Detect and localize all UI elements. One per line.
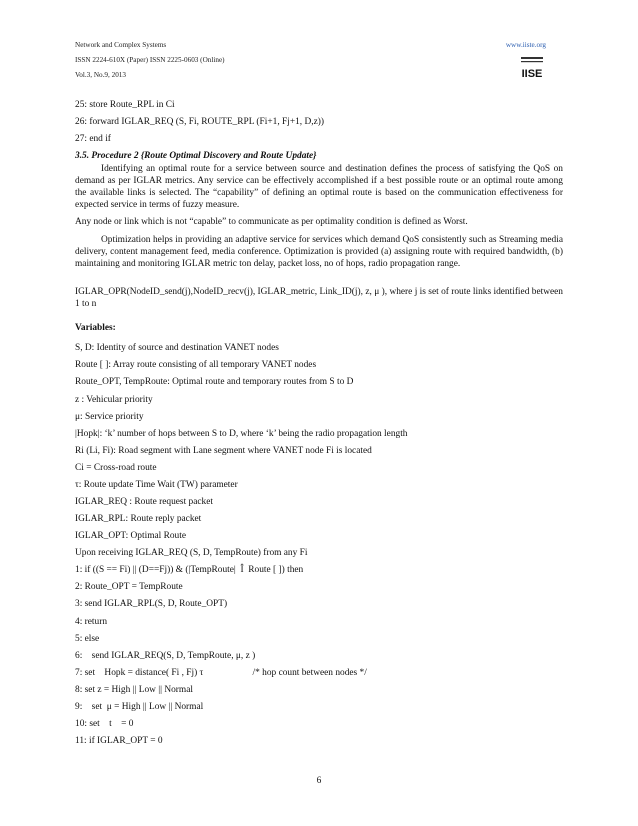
variable-line: |Hopk|: ‘k’ number of hops between S to D, where ‘k’ being the radio propagation length <box>75 429 408 439</box>
variable-line: Ri (Li, Fi): Road segment with Lane segment where VANET node Fi is located <box>75 446 372 456</box>
variable-line: 6: send IGLAR_REQ(S, D, TempRoute, μ, z ) <box>75 651 256 661</box>
paragraph-2: Any node or link which is not “capable” to communicate as per optimality condition is defined as Worst. <box>75 217 468 227</box>
variable-line: 10: set t = 0 <box>75 719 134 729</box>
variable-line: 3: send IGLAR_RPL(S, D, Route_OPT) <box>75 599 228 609</box>
variable-line: 8: set z = High || Low || Normal <box>75 685 193 695</box>
variable-line: z : Vehicular priority <box>75 395 153 405</box>
variable-line: Upon receiving IGLAR_REQ (S, D, TempRoute) from any Fi <box>75 548 308 558</box>
section-heading: 3.5. Procedure 2 {Route Optimal Discovery and Route Update} <box>75 151 317 161</box>
variable-line: IGLAR_REQ : Route request packet <box>75 497 213 507</box>
code-line-27: 27: end if <box>75 134 111 144</box>
svg-text:IISE: IISE <box>521 68 543 80</box>
iiste-logo <box>519 55 545 83</box>
variable-line: μ: Service priority <box>75 412 144 422</box>
volume-line: Vol.3, No.9, 2013 <box>75 71 126 79</box>
variable-line: 5: else <box>75 634 100 644</box>
variable-line: IGLAR_RPL: Route reply packet <box>75 514 202 524</box>
paragraph-3: Optimization helps in providing an adaptive service for services which demand QoS consistently such as Streaming media delivery, content management feed, media conference. Optimization is provided (a) assigning route with required bandwidth, (b) maintaining and monitoring IGLAR metric ton delay, packet loss, no of hops, radio propagation range. <box>75 235 563 270</box>
paragraph-4: IGLAR_OPR(NodeID_send(j),NodeID_recv(j), IGLAR_metric, Link_ID(j), z, μ ), where j is set of route links identified between 1 to n <box>75 287 563 310</box>
variable-line: 9: set μ = High || Low || Normal <box>75 702 204 712</box>
variable-line: τ: Route update Time Wait (TW) parameter <box>75 480 238 490</box>
variable-line: 11: if IGLAR_OPT = 0 <box>75 736 163 746</box>
variable-line: Route [ ]: Array route consisting of all temporary VANET nodes <box>75 360 317 370</box>
variable-line: IGLAR_OPT: Optimal Route <box>75 531 186 541</box>
variable-line: 2: Route_OPT = TempRoute <box>75 582 183 592</box>
variable-line: Route_OPT, TempRoute: Optimal route and temporary routes from S to D <box>75 377 354 387</box>
issn-line: ISSN 2224-610X (Paper) ISSN 2225-0603 (Online) <box>75 56 225 64</box>
variable-line: 7: set Hopk = distance( Fi , Fj) τ /* hop count between nodes */ <box>75 668 367 678</box>
code-line-25: 25: store Route_RPL in Ci <box>75 100 175 110</box>
journal-website-link[interactable]: www.iiste.org <box>505 41 546 49</box>
page-number: 6 <box>316 776 322 786</box>
variable-line: Ci = Cross-road route <box>75 463 157 473</box>
variable-line: S, D: Identity of source and destination VANET nodes <box>75 343 279 353</box>
paragraph-1: Identifying an optimal route for a service between source and destination defines the process of satisfying the QoS on demand as per IGLAR metrics. Any service can be effectively accomplished if a best possible route or an optimal route among the available links is selected. The “capability” of defining an optimal route is based on the communication effectiveness for expected service in terms of fuzzy measure. <box>75 164 563 211</box>
variables-heading: Variables: <box>75 323 116 333</box>
journal-name: Network and Complex Systems <box>75 41 167 49</box>
code-line-26: 26: forward IGLAR_REQ (S, Fi, ROUTE_RPL (Fi+1, Fj+1, D,z)) <box>75 117 325 127</box>
variable-line: 4: return <box>75 617 108 627</box>
variable-line: 1: if ((S == Fi) || (D==Fj)) & (|TempRoute| Î Route [ ]) then <box>75 565 304 575</box>
